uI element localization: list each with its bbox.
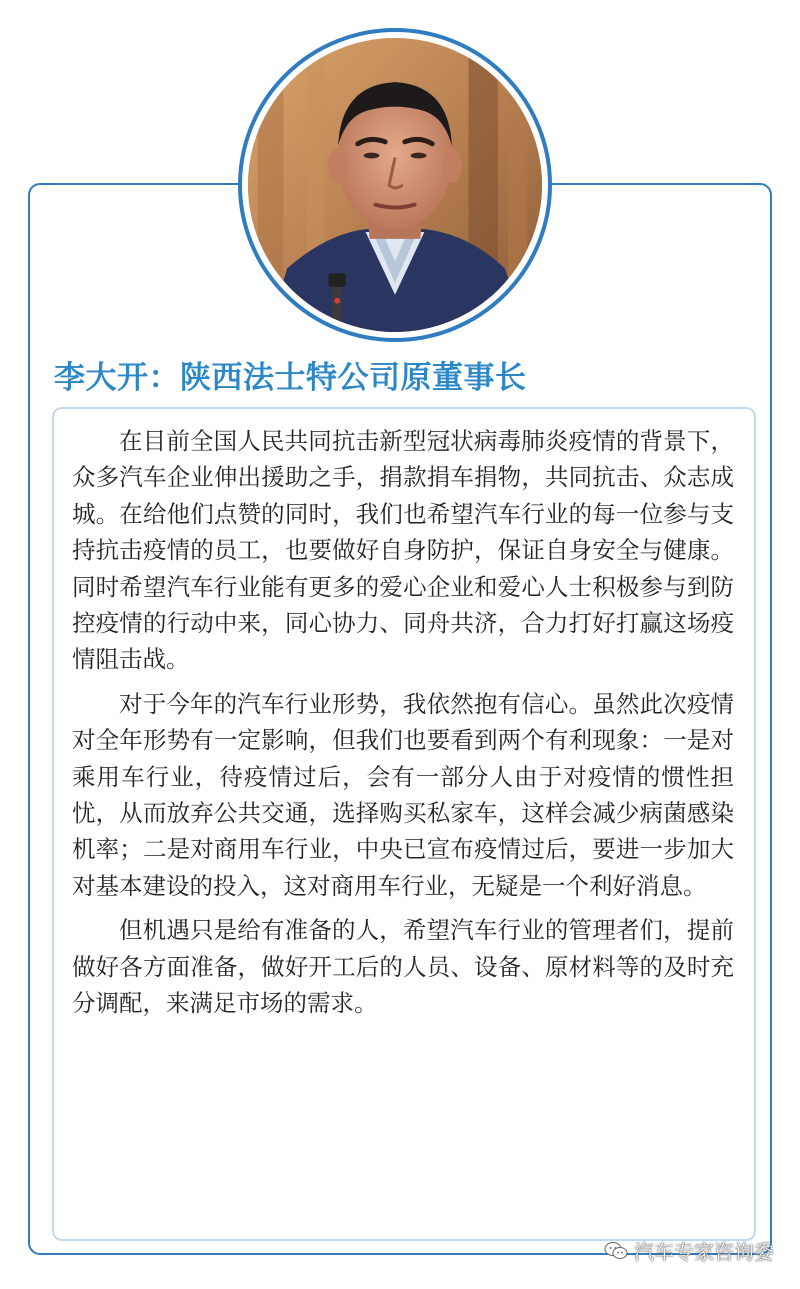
portrait-frame [238, 28, 552, 342]
watermark-text: 汽车专家咨询委 [634, 1240, 774, 1264]
paragraph-3: 但机遇只是给有准备的人，希望汽车行业的管理者们，提前做好各方面准备，做好开工后的人员、设备、原材料等的及时充分调配，来满足市场的需求。 [72, 916, 734, 1018]
portrait-photo [248, 38, 542, 332]
article-body [52, 407, 756, 1241]
watermark [604, 1236, 774, 1265]
paragraph-2: 对于今年的汽车行业形势，我依然抱有信心。虽然此次疫情对全年形势有一定影响，但我们也要看到两个有利现象：一是对乘用车行业，待疫情过后，会有一部分人由于对疫情的惯性担忧，从而放弃公共交通，选择购买私家车，这样会减少病菌感染机率；二是对商用车行业，中央已宣布疫情过后，要进一步加大对基本建设的投入，这对商用车行业，无疑是一个利好消息。 [72, 689, 734, 900]
paragraph-1: 在目前全国人民共同抗击新型冠状病毒肺炎疫情的背景下，众多汽车企业伸出援助之手，捐款捐车捐物，共同抗击、众志成城。在给他们点赞的同时，我们也希望汽车行业的每一位参与支持抗击疫情的员工，也要做好自身防护，保证自身安全与健康。同时希望汽车行业能有更多的爱心企业和爱心人士积极参与到防控疫情的行动中来，同心协力、同舟共济，合力打好打赢这场疫情阻击战。 [72, 427, 734, 674]
wechat-icon [604, 1241, 628, 1261]
page-title: 李大开：陕西法士特公司原董事长 [54, 360, 527, 396]
